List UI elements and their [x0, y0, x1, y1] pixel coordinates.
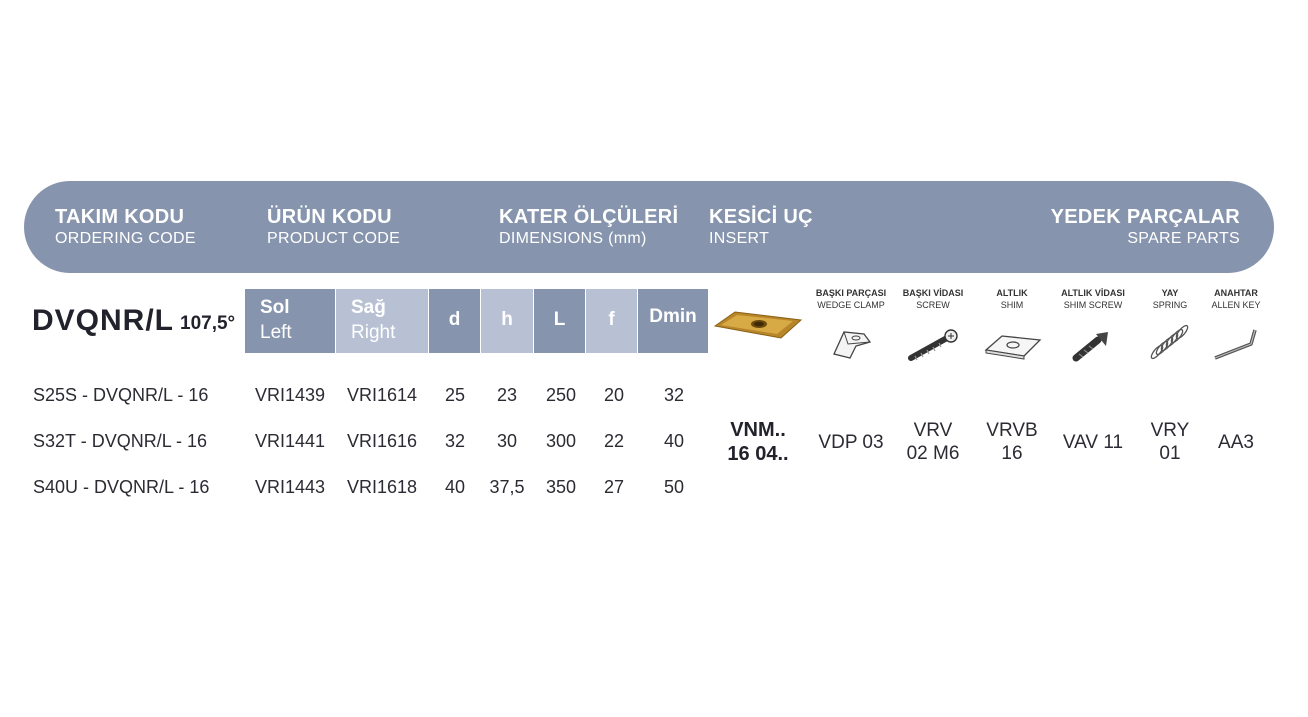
header-insert-tr: KESİCİ UÇ — [709, 206, 813, 228]
insert-code-line2: 16 04.. — [727, 443, 789, 465]
spare-part-code-line1: VRVB — [986, 420, 1038, 441]
row-product-right: VRI1614 — [346, 385, 418, 405]
spare-part-header — [806, 287, 896, 311]
row-dim-L: 300 — [545, 431, 577, 451]
row-dim-d: 25 — [444, 385, 466, 405]
row-dim-dmin: 40 — [663, 431, 685, 451]
row-dim-d: 32 — [444, 431, 466, 451]
subheader-left — [245, 289, 335, 353]
row-ordering-code: S40U - DVQNR/L - 16 — [33, 477, 210, 497]
shim-screw-icon — [1070, 324, 1116, 369]
row-dim-f: 27 — [603, 477, 625, 497]
row-product-right: VRI1618 — [346, 477, 418, 497]
shim-icon — [982, 324, 1042, 369]
row-dim-h: 23 — [496, 385, 518, 405]
row-dim-d: 40 — [444, 477, 466, 497]
screw-icon — [905, 324, 961, 369]
insert-code — [713, 418, 803, 466]
subheader-right-tr: Sağ — [351, 297, 386, 318]
spare-part-code-line1: VDP 03 — [818, 432, 884, 453]
spare-part-name-en: SHIM SCREW — [1063, 300, 1123, 310]
header-dimensions-en: DIMENSIONS (mm) — [499, 230, 647, 247]
spare-part-name-en: SHIM — [1000, 300, 1024, 310]
spare-part-code — [1053, 431, 1133, 454]
subheader-right — [336, 289, 428, 353]
row-product-right: VRI1616 — [346, 431, 418, 451]
row-dim-dmin: 50 — [663, 477, 685, 497]
row-ordering-code: S32T - DVQNR/L - 16 — [33, 431, 208, 451]
spare-part-code-line2: 16 — [1001, 443, 1023, 464]
row-dim-h: 37,5 — [489, 477, 525, 497]
spring-icon — [1147, 324, 1193, 369]
row-dim-h: 30 — [496, 431, 518, 451]
header-product-code — [267, 205, 400, 248]
row-product-left: VRI1439 — [254, 385, 326, 405]
spare-part-name-en: SCREW — [916, 300, 950, 310]
tool-family-angle: 107,5° — [180, 313, 236, 334]
spare-part-name-en: ALLEN KEY — [1211, 300, 1261, 310]
spare-part-header — [967, 287, 1057, 311]
allen-key-icon — [1211, 324, 1261, 369]
table-header-band — [24, 181, 1274, 273]
spare-part-name-tr: YAY — [1161, 288, 1179, 298]
header-ordering-tr: TAKIM KODU — [55, 206, 185, 228]
header-product-tr: ÜRÜN KODU — [267, 206, 392, 228]
spare-part-name-en: SPRING — [1152, 300, 1188, 310]
spare-part-header — [1191, 287, 1281, 311]
row-ordering-code: S25S - DVQNR/L - 16 — [33, 385, 209, 405]
spare-part-name-en: WEDGE CLAMP — [817, 300, 885, 310]
row-product-left: VRI1443 — [254, 477, 326, 497]
header-spare-tr: YEDEK PARÇALAR — [1050, 206, 1240, 228]
subheader-d: d — [429, 289, 480, 353]
row-dim-L: 250 — [545, 385, 577, 405]
row-dim-dmin: 32 — [663, 385, 685, 405]
spare-part-code-line1: VAV 11 — [1062, 432, 1124, 453]
subheader-dmin: Dmin — [638, 289, 708, 353]
spare-part-code-line1: AA3 — [1218, 432, 1254, 453]
subheader-f: f — [586, 289, 637, 353]
header-product-en: PRODUCT CODE — [267, 230, 401, 247]
spare-part-code — [893, 419, 973, 465]
header-ordering-code — [55, 205, 196, 248]
subheader-left-en: Left — [260, 322, 292, 343]
subheader-L: L — [534, 289, 585, 353]
spare-part-name-tr: BAŞKI PARÇASI — [815, 288, 887, 298]
header-ordering-en: ORDERING CODE — [55, 230, 196, 247]
spare-part-name-tr: ALTLIK — [996, 288, 1028, 298]
spare-part-code-line2: 01 — [1159, 443, 1181, 464]
row-product-left: VRI1441 — [254, 431, 326, 451]
insert-code-line1: VNM.. — [730, 419, 786, 441]
header-spare-en: SPARE PARTS — [1127, 230, 1240, 247]
tool-family-code: DVQNR/L — [32, 304, 174, 337]
subheader-right-en: Right — [351, 322, 396, 343]
header-dimensions — [499, 205, 678, 248]
header-insert — [709, 205, 813, 248]
insert-icon — [713, 308, 803, 342]
spare-part-header — [888, 287, 978, 311]
header-dimensions-tr: KATER ÖLÇÜLERİ — [499, 206, 679, 228]
wedge-clamp-icon — [826, 324, 876, 369]
header-spare-parts — [1051, 205, 1240, 248]
spare-part-name-tr: ANAHTAR — [1214, 288, 1258, 298]
row-dim-L: 350 — [545, 477, 577, 497]
row-dim-f: 20 — [603, 385, 625, 405]
subheader-left-tr: Sol — [260, 297, 290, 318]
spare-part-code-line1: VRV — [913, 420, 953, 441]
subheader-h: h — [481, 289, 533, 353]
header-insert-en: INSERT — [709, 230, 770, 247]
row-dim-f: 22 — [603, 431, 625, 451]
spare-part-code-line1: VRY — [1150, 420, 1190, 441]
spare-part-name-tr: ALTLIK VİDASI — [1061, 288, 1125, 298]
spare-part-code — [972, 419, 1052, 465]
spare-part-code — [1196, 431, 1276, 454]
spare-part-name-tr: BAŞKI VİDASI — [902, 288, 964, 298]
spare-part-code-line2: 02 M6 — [906, 443, 960, 464]
spare-part-code — [811, 431, 891, 454]
